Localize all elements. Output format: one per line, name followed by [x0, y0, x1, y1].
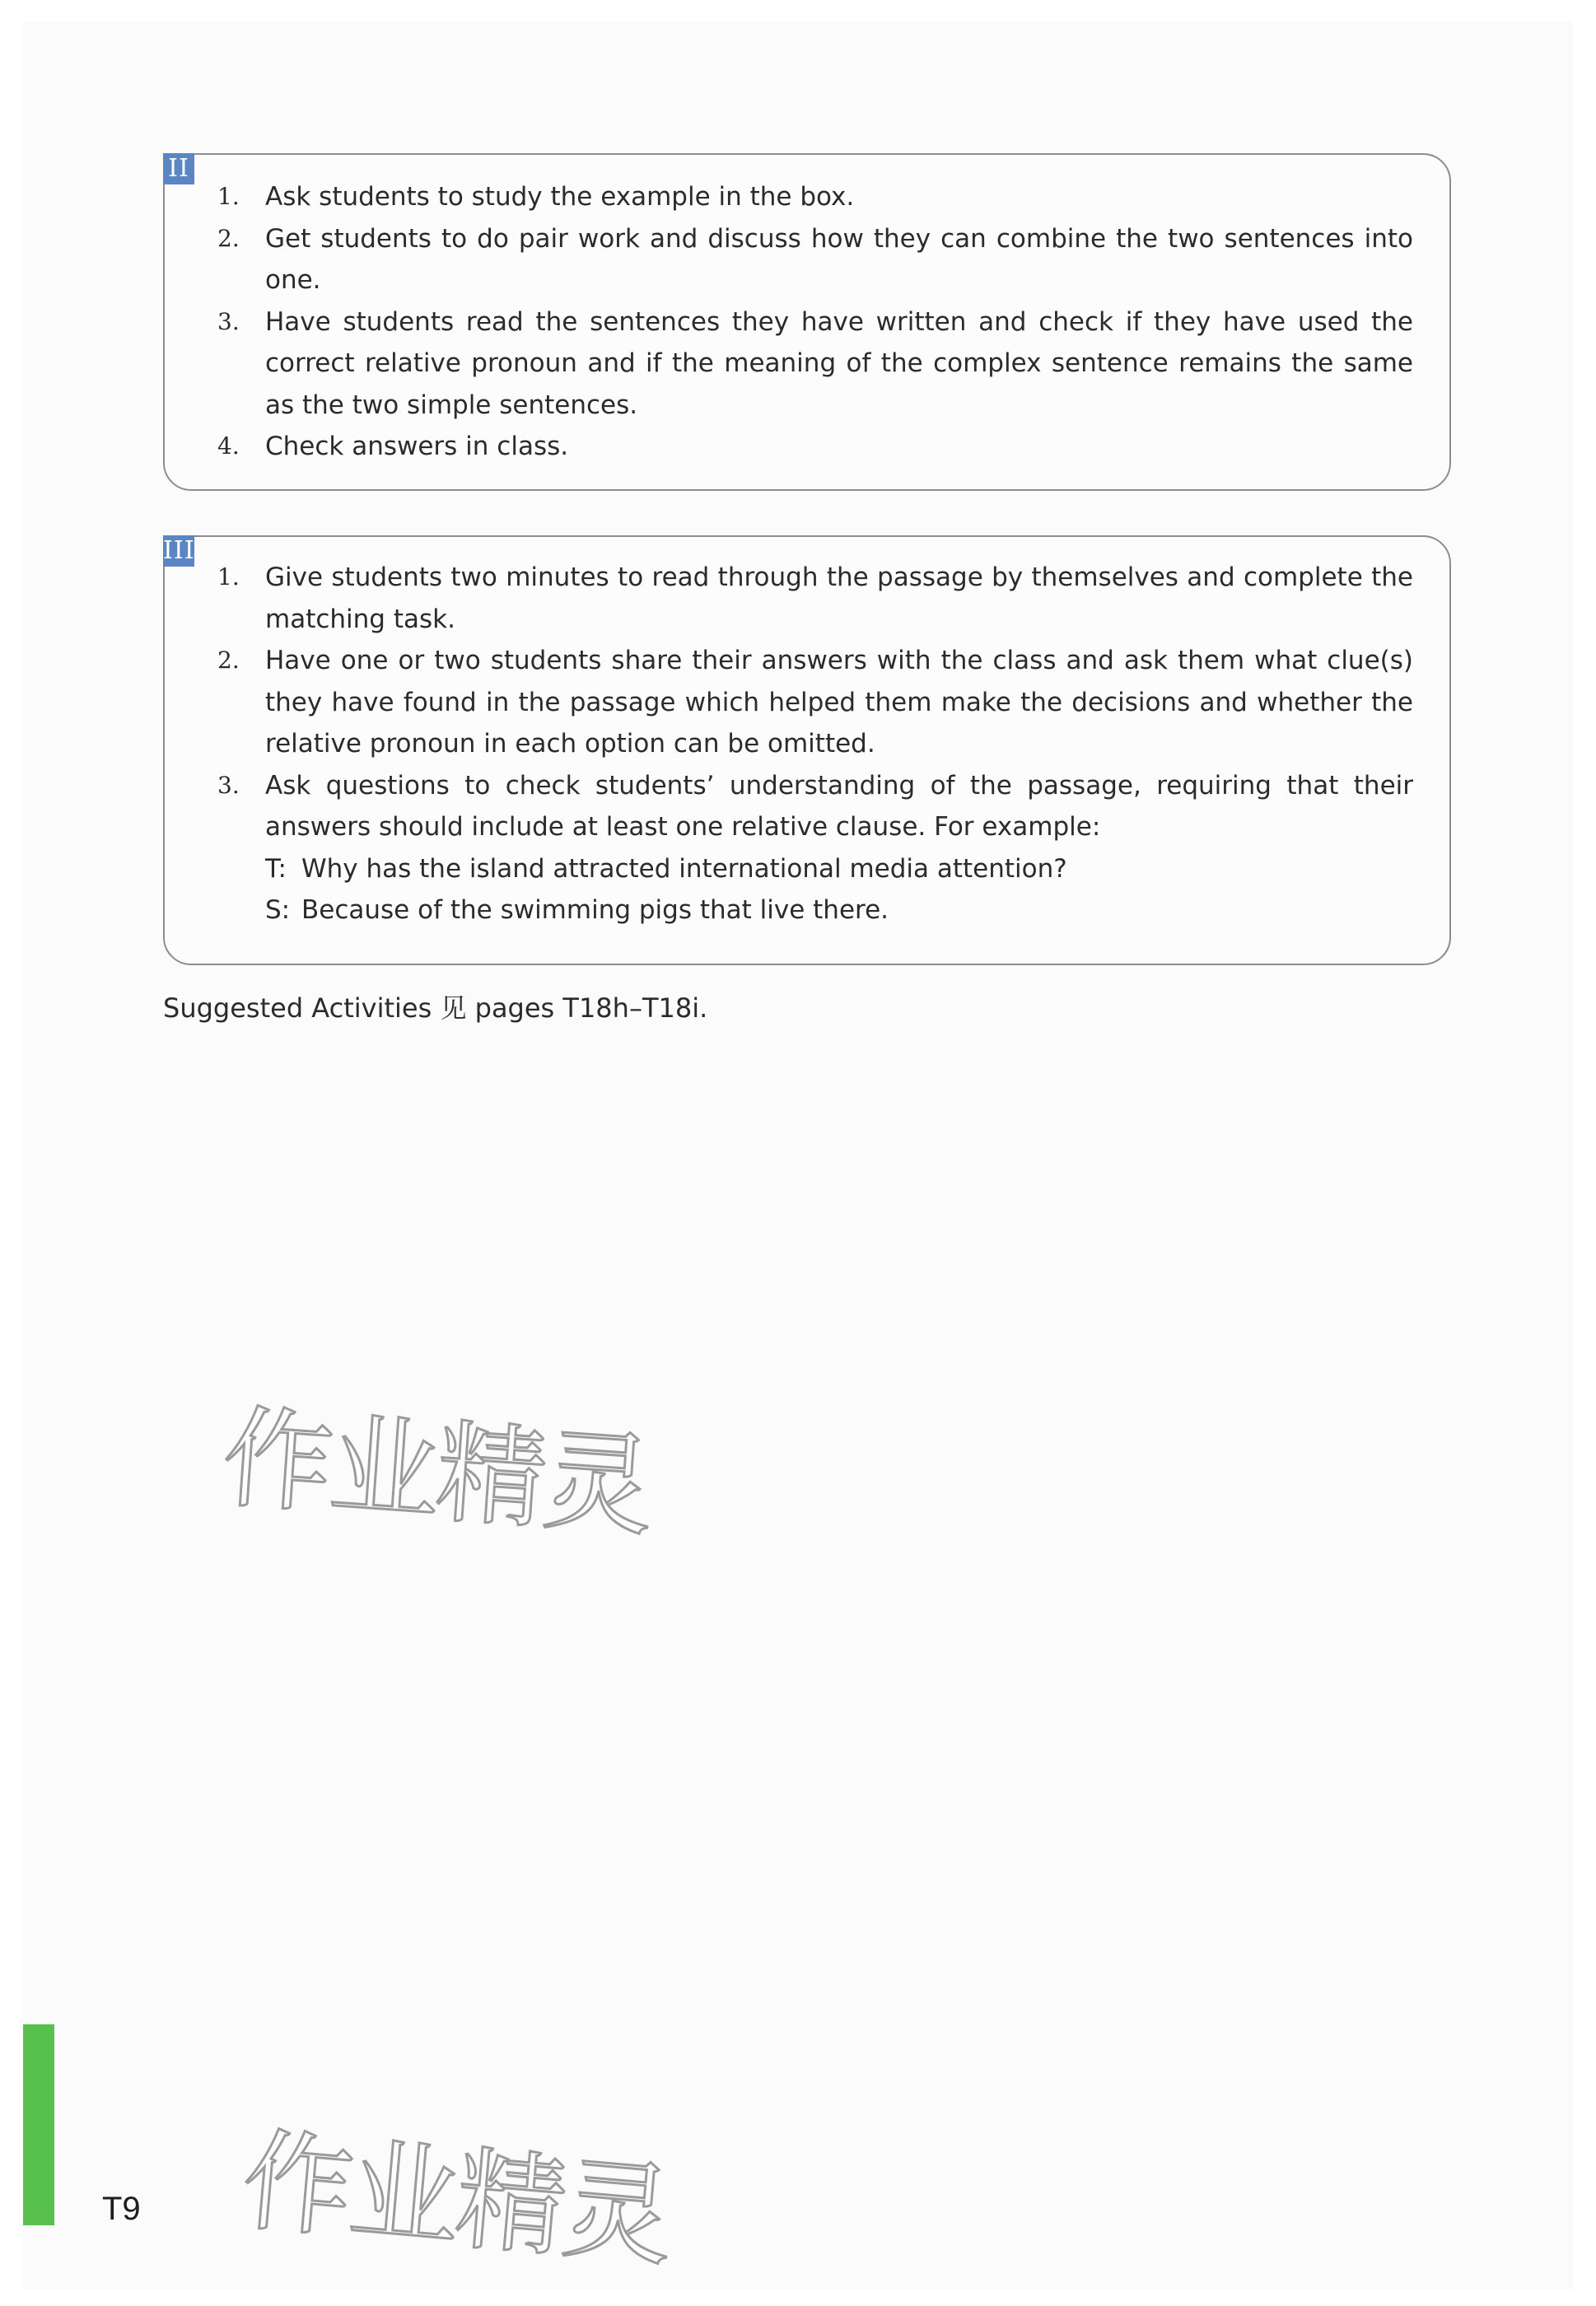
- step-item: [217, 218, 1413, 301]
- step-text: Get students to do pair work and discuss how they can combine the two sentences into one.: [265, 223, 1413, 295]
- section-ii-box: [163, 153, 1451, 491]
- step-item: [217, 426, 1413, 468]
- dialog-speaker: T:: [265, 853, 287, 884]
- step-item: [217, 765, 1413, 931]
- step-number: 3.: [217, 307, 240, 335]
- step-text: Have students read the sentences they have written and check if they have used the correct relative pronoun and if the meaning of the complex sentence remains the same as the two simple sentences.: [265, 306, 1413, 420]
- section-ii-badge: II: [163, 153, 194, 184]
- step-item: [217, 176, 1413, 218]
- section-iii-badge: III: [163, 536, 195, 565]
- step-number: 1.: [217, 563, 240, 591]
- page-side-bar: [23, 2024, 54, 2225]
- step-item: [217, 301, 1413, 427]
- watermark: 作业精灵: [237, 2116, 675, 2282]
- dialog-text: Because of the swimming pigs that live there.: [301, 895, 889, 925]
- step-text: Give students two minutes to read through the passage by themselves and complete the matching task.: [265, 562, 1413, 634]
- step-text: Ask students to study the example in the box.: [265, 182, 855, 212]
- section-ii-steps: [217, 176, 1413, 468]
- step-number: 4.: [217, 432, 240, 460]
- dialog-speaker: S:: [265, 895, 291, 925]
- dialog-text: Why has the island attracted international media attention?: [301, 853, 1067, 884]
- step-text: Have one or two students share their answers with the class and ask them what clue(s) they have found in the passage which helped them make the decisions and whether the relative pronoun in each option can be omitted.: [265, 646, 1413, 759]
- step-item: [217, 557, 1413, 640]
- step-number: 1.: [217, 183, 240, 210]
- section-iii-box: [163, 535, 1451, 965]
- step-number: 2.: [217, 224, 240, 252]
- example-dialog-teacher: [265, 848, 1413, 890]
- watermark: 作业精灵: [218, 1393, 655, 1552]
- step-number: 2.: [217, 647, 240, 674]
- section-iii-steps: [217, 557, 1413, 931]
- step-text: Ask questions to check students’ understanding of the passage, requiring that their answers should include at least one relative clause. For example:: [265, 770, 1413, 842]
- page-number: T9: [102, 2191, 141, 2227]
- suggested-activities-note: Suggested Activities 见 pages T18h–T18i.: [163, 992, 708, 1024]
- step-number: 3.: [217, 771, 240, 799]
- example-dialog-student: [265, 889, 1413, 931]
- step-item: [217, 640, 1413, 765]
- step-text: Check answers in class.: [265, 432, 569, 461]
